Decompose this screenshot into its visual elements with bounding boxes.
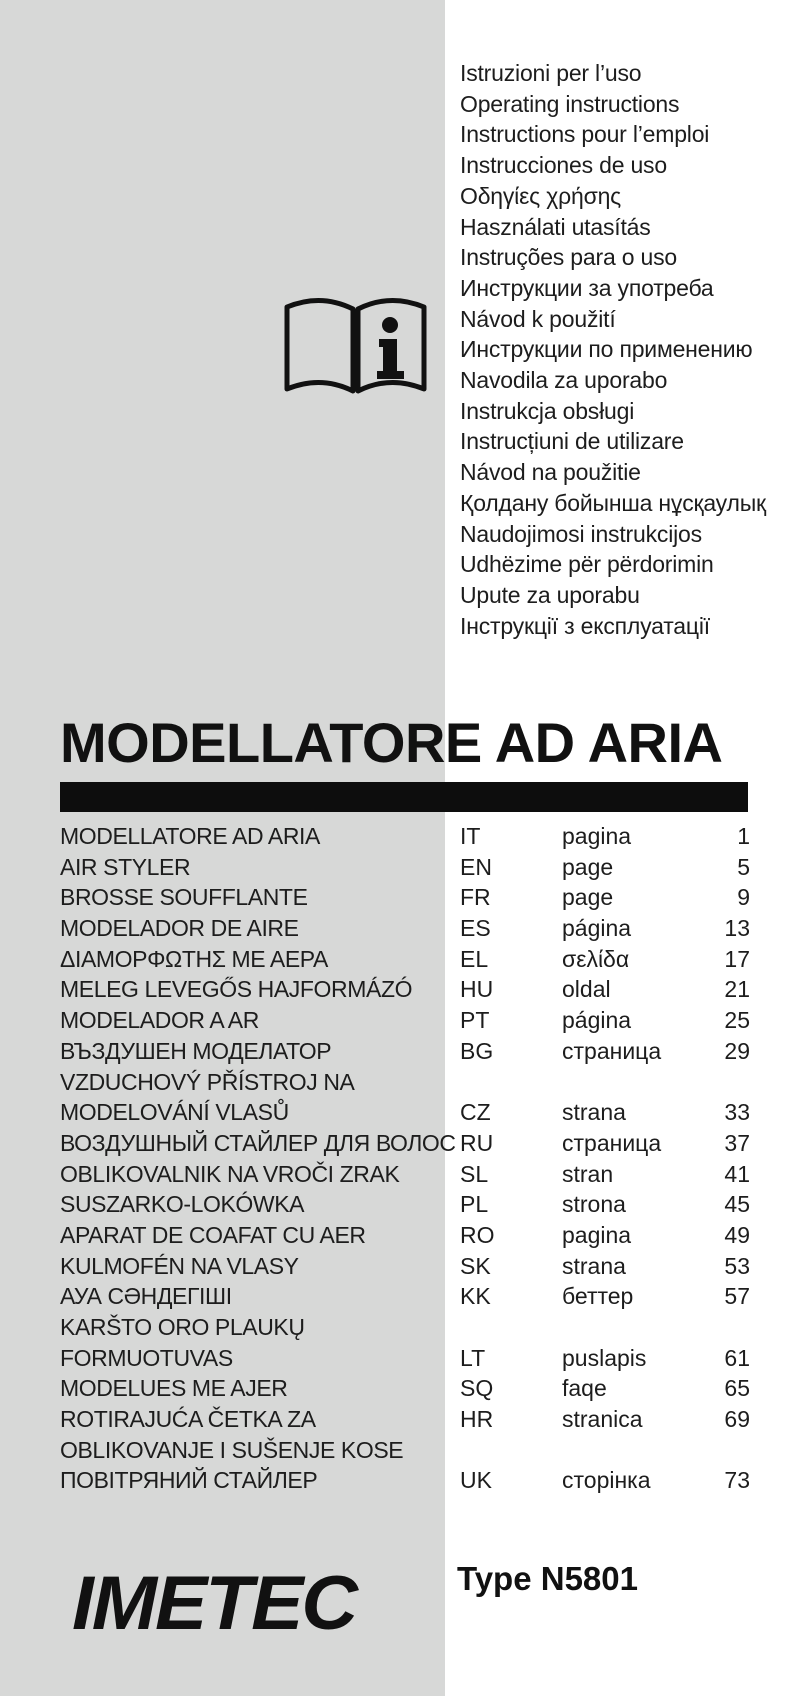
toc-page-number: 33 [724,1099,750,1126]
toc-language-code: PT [460,1007,490,1034]
toc-page-word: page [562,884,614,911]
toc-page-number: 1 [737,823,750,849]
toc-page-word: página [562,1007,632,1034]
toc-product-name: AIR STYLER [60,853,191,880]
toc-row [60,1097,750,1128]
toc-product-name: BROSSE SOUFFLANTE [60,884,308,911]
toc-page-word: страница [562,1037,662,1064]
toc-product-name: MODELLATORE AD ARIA [60,823,320,849]
toc-page-word: faqe [562,1375,607,1402]
toc-product-name: KARŠTO ORO PLAUKŲ [60,1314,305,1340]
toc-product-name: ΔΙΑΜΟΡΦΩΤΗΣ ΜΕ ΑΕΡΑ [60,945,328,972]
instruction-language-item: Instrucciones de uso [460,152,667,179]
instruction-language-item: Οδηγίες χρήσης [460,182,622,209]
instruction-language-item: Instrucțiuni de utilizare [460,428,684,455]
toc-row [60,913,750,944]
toc-page-word: strona [562,1191,626,1218]
toc-language-code: CZ [460,1099,491,1126]
toc-product-name: KULMOFÉN NA VLASY [60,1252,299,1279]
toc-page-word: pagina [562,1221,632,1248]
instruction-language-item: Инструкции за употреба [460,274,714,301]
toc-page-word: страница [562,1129,662,1156]
toc-row [60,882,750,913]
toc-language-code: HR [460,1406,494,1433]
toc-page-number: 69 [724,1406,750,1433]
toc-page-number: 53 [724,1252,750,1279]
toc-row [60,1189,750,1220]
model-type-label: Type N5801 [457,1560,638,1597]
toc-row [60,1220,750,1251]
toc-product-name: ВЪЗДУШЕН МОДЕЛАТОР [60,1037,332,1064]
instruction-language-item: Návod na použitie [460,459,641,486]
toc-page-word: page [562,853,614,880]
toc-page-number: 37 [724,1129,750,1156]
toc-page-number: 13 [724,915,750,942]
toc-page-number: 65 [724,1375,750,1402]
toc-row [60,1343,750,1374]
instruction-language-item: Instrukcja obsługi [460,397,635,424]
toc-product-name: MELEG LEVEGŐS HAJFORMÁZÓ [60,976,413,1003]
toc-language-code: RO [460,1221,495,1248]
document-title: MODELLATORE AD ARIA [60,711,723,774]
table-of-contents [60,821,750,1496]
instruction-language-item: Használati utasítás [460,213,651,240]
toc-row [60,1404,750,1435]
instruction-language-item: Upute za uporabu [460,581,640,608]
toc-page-word: stranica [562,1406,643,1433]
svg-text:IMETEC: IMETEC [72,1561,360,1642]
toc-language-code: HU [460,976,494,1003]
toc-row [60,944,750,975]
toc-product-name: MODELUES ME AJER [60,1375,288,1402]
toc-page-word: беттер [562,1283,634,1310]
toc-page-number: 29 [724,1037,750,1064]
toc-language-code: ES [460,915,491,942]
toc-language-code: EN [460,853,492,880]
toc-product-name: OBLIKOVALNIK NA VROČI ZRAK [60,1160,400,1187]
toc-page-number: 9 [737,884,750,911]
toc-language-code: IT [460,823,481,849]
toc-page-number: 41 [724,1160,750,1187]
toc-page-word: stran [562,1160,614,1187]
brand-logo [70,1557,360,1642]
toc-page-number: 5 [737,853,750,880]
toc-page-word: pagina [562,823,632,849]
toc-page-number: 21 [724,976,750,1003]
toc-language-code: RU [460,1129,494,1156]
toc-row [60,1373,750,1404]
toc-page-word: oldal [562,976,611,1003]
toc-row [60,1281,750,1312]
instruction-language-item: Operating instructions [460,90,680,117]
toc-language-code: BG [460,1037,494,1064]
toc-row [60,1312,750,1343]
toc-language-code: SL [460,1160,489,1187]
toc-page-number: 17 [724,945,750,972]
toc-language-code: KK [460,1283,491,1310]
toc-page-word: сторінка [562,1467,651,1494]
toc-product-name: MODELOVÁNÍ VLASŮ [60,1099,289,1126]
toc-row [60,1465,750,1496]
instructions-language-list [460,58,766,641]
toc-language-code: PL [460,1191,489,1218]
toc-product-name: SUSZARKO-LOKÓWKA [60,1191,305,1218]
toc-product-name: АУА СӘНДЕГІШІ [60,1283,232,1310]
instruction-language-item: Instructions pour l’emploi [460,121,710,148]
toc-row [60,852,750,883]
instruction-language-item: Інструкції з експлуатації [460,612,710,639]
toc-page-number: 49 [724,1221,750,1248]
instruction-language-item: Инструкции по применению [460,336,753,363]
toc-product-name: ПОВІТРЯНИЙ СТАЙЛЕР [60,1467,318,1494]
toc-row [60,1159,750,1190]
toc-page-word: strana [562,1252,626,1279]
toc-product-name: OBLIKOVANJE I SUŠENJE KOSE [60,1436,404,1463]
toc-page-word: página [562,915,632,942]
toc-page-number: 73 [724,1467,750,1494]
toc-product-name: MODELADOR A AR [60,1007,259,1034]
toc-row [60,1067,750,1098]
toc-page-number: 57 [724,1283,750,1310]
instruction-language-item: Қолдану бойынша нұсқаулық [460,489,766,516]
toc-language-code: SQ [460,1375,494,1402]
toc-page-number: 45 [724,1191,750,1218]
toc-language-code: LT [460,1344,486,1371]
toc-product-name: MODELADOR DE AIRE [60,915,299,942]
manual-info-icon [283,295,428,395]
instruction-language-item: Istruzioni per l’uso [460,60,642,86]
toc-language-code: EL [460,945,489,972]
toc-row [60,1036,750,1067]
toc-language-code: UK [460,1467,492,1494]
toc-page-number: 25 [724,1007,750,1034]
instruction-language-item: Návod k použití [460,305,616,332]
toc-page-number: 61 [724,1344,750,1371]
toc-product-name: APARAT DE COAFAT CU AER [60,1221,366,1248]
toc-row [60,1005,750,1036]
toc-language-code: SK [460,1252,491,1279]
instruction-language-item: Naudojimosi instrukcijos [460,520,702,547]
instruction-language-item: Navodila za uporabo [460,367,668,394]
toc-language-code: FR [460,884,491,911]
toc-page-word: σελίδα [562,945,630,972]
toc-page-word: puslapis [562,1344,647,1371]
toc-product-name: FORMUOTUVAS [60,1344,233,1371]
toc-product-name: VZDUCHOVÝ PŘÍSTROJ NA [60,1068,355,1095]
instruction-language-item: Udhëzime për përdorimin [460,551,714,578]
title-underline-bar [60,782,748,812]
toc-page-word: strana [562,1099,626,1126]
toc-row [60,821,750,852]
instruction-language-item: Instruções para o uso [460,244,677,271]
toc-row [60,974,750,1005]
toc-product-name: ROTIRAJUĆA ČETKA ZA [60,1406,316,1433]
toc-row [60,1128,750,1159]
toc-row [60,1435,750,1466]
toc-product-name: ВОЗДУШНЫЙ СТАЙЛЕР ДЛЯ ВОЛОС [60,1129,456,1156]
toc-row [60,1251,750,1282]
